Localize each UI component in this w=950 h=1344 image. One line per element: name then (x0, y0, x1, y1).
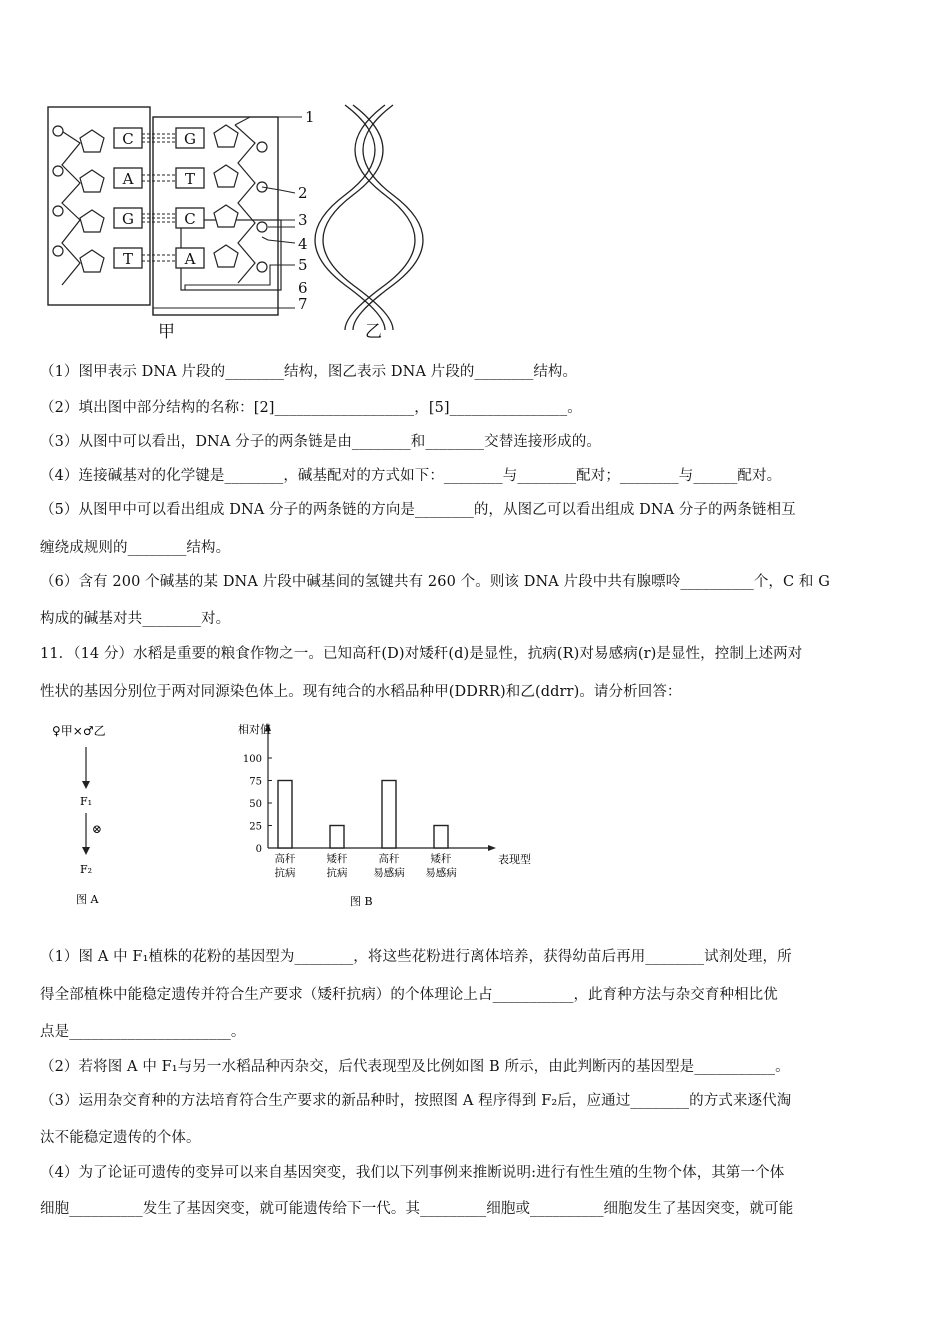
q10-item-1: （1）图甲表示 DNA 片段的________结构，图乙表示 DNA 片段的________结构。 (40, 364, 578, 380)
right-backbone (235, 125, 255, 283)
bar (278, 781, 292, 849)
y-tick-label: 100 (242, 754, 262, 765)
x-axis-arrow (488, 845, 496, 851)
x-tick-label: 高秆 (274, 853, 296, 865)
q10-item-3: （3）从图中可以看出，DNA 分子的两条链是由________和________交替连接形成的。 (40, 434, 601, 450)
y-tick-label: 25 (249, 821, 262, 833)
label-3: 3 (298, 211, 308, 229)
left-base-3: G (122, 210, 134, 228)
q11-item-3b: 汰不能稳定遗传的个体。 (40, 1130, 201, 1146)
x-tick-label: 矮秆 (326, 853, 348, 865)
deoxyribose-group (80, 125, 238, 272)
left-base-1: C (122, 130, 134, 148)
label-2: 2 (298, 184, 308, 202)
arrow-head (82, 847, 90, 855)
q11-heading-a: 11．（14 分）水稻是重要的粮食作物之一。已知高秆(D)对矮秆(d)是显性，抗病(R)对易感病(r)是显性，控制上述两对 (40, 646, 803, 662)
x-tick-label: 易感病 (373, 867, 405, 879)
x-tick-label: 抗病 (326, 867, 348, 879)
left-base-2: A (122, 170, 134, 188)
selfing-symbol: ⊗ (92, 822, 103, 836)
y-tick-label: 75 (249, 776, 262, 788)
q10-item-2: （2）填出图中部分结构的名称：[2]___________________，[5]________________。 (40, 400, 582, 416)
q11-item-4a: （4）为了论证可遗传的变异可以来自基因突变，我们以下列事例来推断说明:进行有性生殖的生物个体，其第一个体 (40, 1165, 785, 1181)
x-tick-label: 高秆 (378, 853, 400, 865)
caption-jia: 甲 (158, 322, 175, 342)
right-base-1: G (184, 130, 196, 148)
x-tick-label: 易感病 (425, 867, 457, 879)
label-6: 6 (298, 279, 308, 297)
label-7: 7 (298, 295, 308, 313)
q10-item-6b: 构成的碱基对共________对。 (40, 611, 231, 627)
double-helix (315, 105, 423, 330)
figure-a-caption: 图 A (76, 893, 99, 906)
figure-b-caption: 图 B (350, 895, 373, 908)
q10-item-4: （4）连接碱基对的化学键是________，碱基配对的方式如下：________与________配对；________与______配对。 (40, 468, 782, 484)
y-axis-label: 相对值 (238, 723, 271, 736)
arrow-head (82, 781, 90, 789)
y-tick-label: 50 (249, 799, 262, 810)
x-axis-label: 表现型 (498, 853, 531, 866)
label-4: 4 (298, 235, 308, 253)
hydrogen-bonds (142, 134, 176, 261)
q11-item-3a: （3）运用杂交育种的方法培育符合生产要求的新品种时，按照图 A 程序得到 F₂后，应通过________的方式来逐代淘 (40, 1093, 792, 1109)
q10-item-6a: （6）含有 200 个碱基的某 DNA 片段中碱基间的氢键共有 260 个。则该 DNA 片段中共有腺嘌呤__________个，C 和 G (40, 574, 830, 590)
dna-structure-figure (40, 95, 430, 345)
left-base-4: T (122, 250, 134, 268)
y-tick-label: 0 (255, 844, 262, 855)
x-tick-label: 抗病 (274, 867, 296, 879)
q11-item-1b: 得全部植株中能稳定遗传并符合生产要求（矮秆抗病）的个体理论上占___________，此育种方法与杂交育种相比优 (40, 987, 778, 1003)
bar (434, 826, 448, 849)
bar-chart-svg (230, 715, 580, 915)
label-5: 5 (298, 256, 308, 274)
dna-diagram-svg (40, 95, 430, 345)
x-tick-label: 矮秆 (430, 853, 452, 865)
right-base-3: C (184, 210, 196, 228)
label-1: 1 (305, 108, 315, 126)
q10-item-5a: （5）从图甲中可以看出组成 DNA 分子的两条链的方向是________的，从图乙可以看出组成 DNA 分子的两条链相互 (40, 502, 796, 518)
q10-item-5b: 缠绕成规则的________结构。 (40, 540, 231, 556)
q11-item-1c: 点是______________________。 (40, 1024, 246, 1040)
bar (330, 826, 344, 849)
right-base-2: T (184, 170, 196, 188)
figure-a (40, 715, 190, 915)
figure-b-chart (230, 715, 580, 915)
f2-label: F₂ (80, 863, 93, 876)
right-base-4: A (184, 250, 196, 268)
f1-label: F₁ (80, 795, 93, 808)
q11-item-4b: 细胞__________发生了基因突变，就可能遗传给下一代。其_________细胞或__________细胞发生了基因突变，就可能 (40, 1201, 794, 1217)
left-backbone (60, 130, 80, 285)
q11-heading-b: 性状的基因分别位于两对同源染色体上。现有纯合的水稻品种甲(DDRR)和乙(ddrr)。请分析回答： (40, 684, 682, 700)
q11-item-2: （2）若将图 A 中 F₁与另一水稻品种丙杂交，后代表现型及比例如图 B 所示，由此判断丙的基因型是___________。 (40, 1059, 790, 1075)
figure-a-svg (40, 715, 190, 915)
cross-label: ♀甲×♂乙 (52, 724, 106, 738)
caption-yi: 乙 (365, 322, 382, 342)
q11-item-1a: （1）图 A 中 F₁植株的花粉的基因型为________，将这些花粉进行离体培养，获得幼苗后再用________试剂处理，所 (40, 949, 792, 965)
bar (382, 781, 396, 849)
q11-figures (40, 715, 600, 915)
